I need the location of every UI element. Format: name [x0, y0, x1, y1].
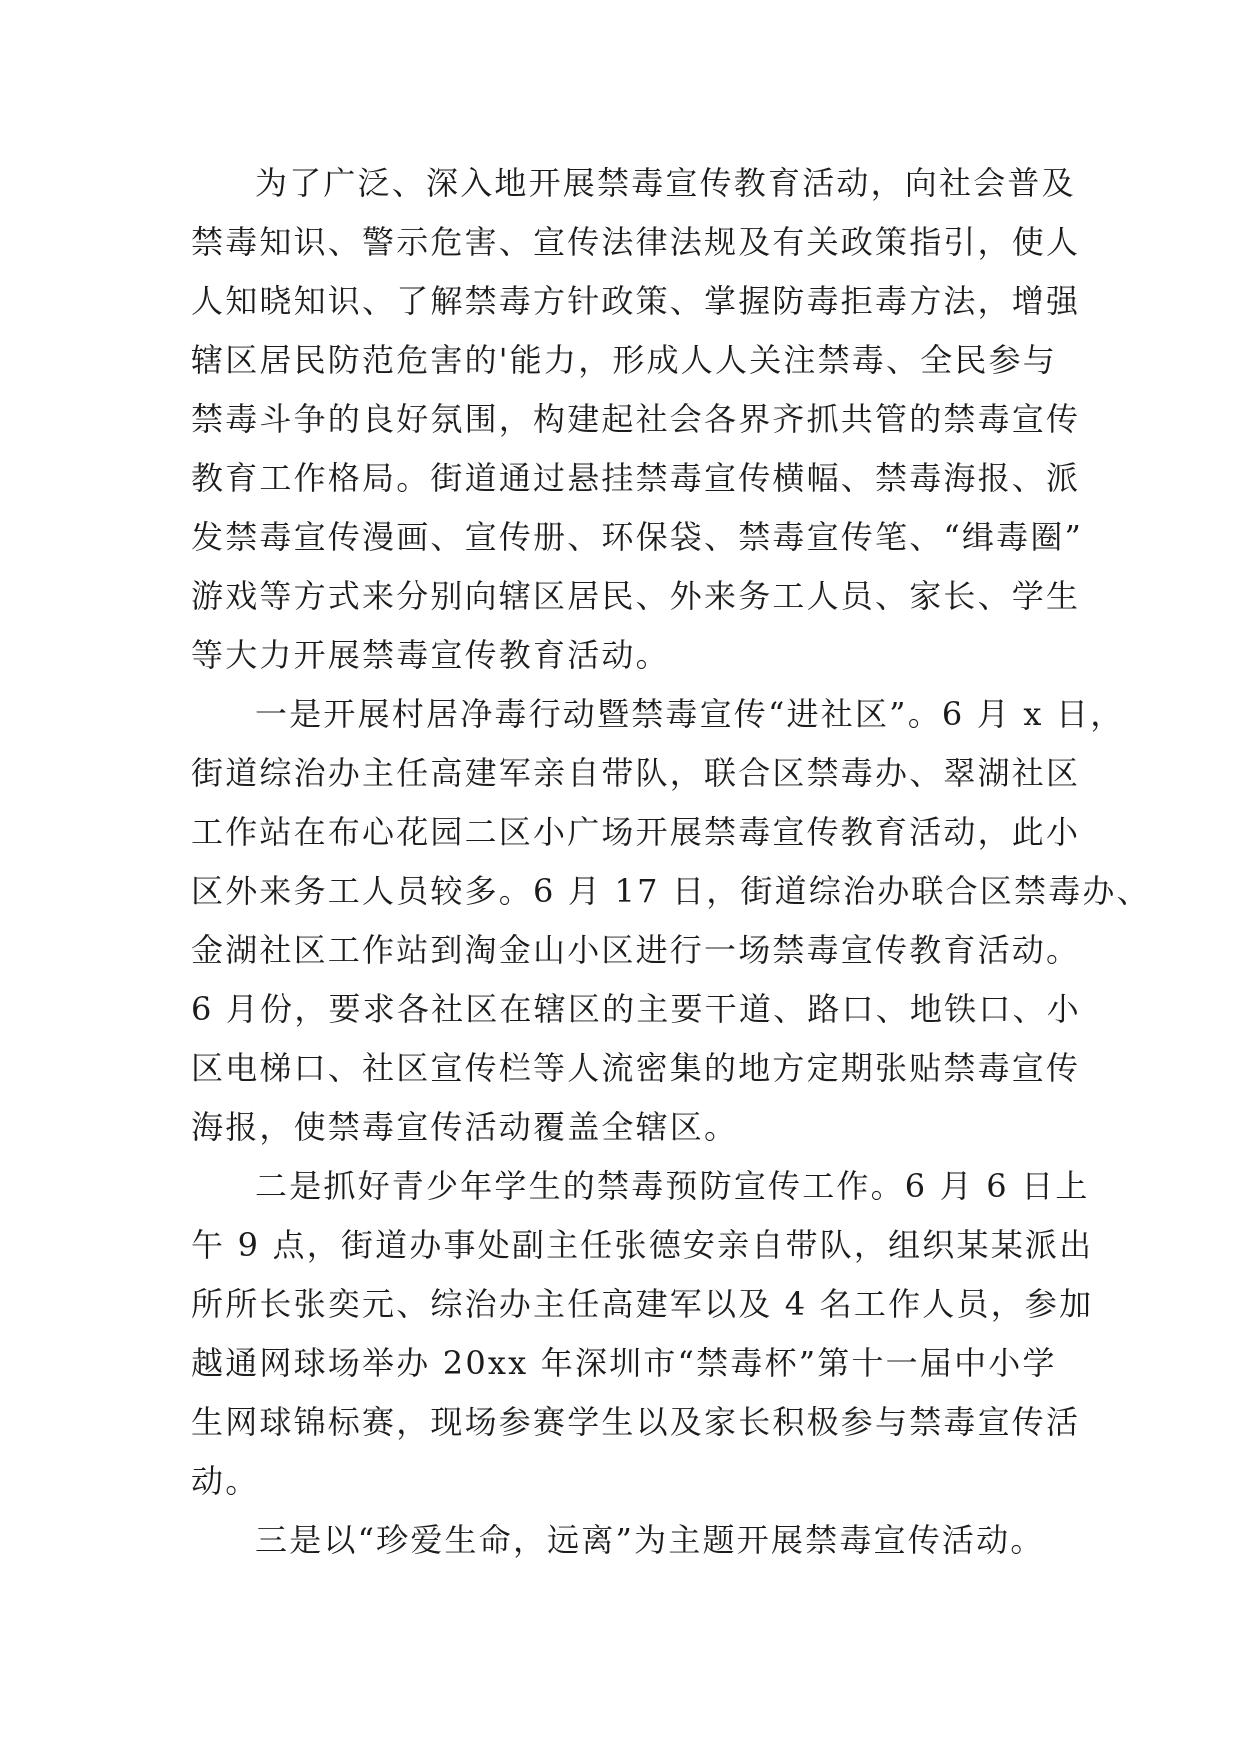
paragraph-2-line-4: 区外来务工人员较多。6 月 17 日，街道综治办联合区禁毒办、: [191, 872, 1151, 910]
paragraph-2-line-6: 6 月份，要求各社区在辖区的主要干道、路口、地铁口、小: [191, 990, 1081, 1028]
paragraph-3-line-5: 生网球锦标赛，现场参赛学生以及家长积极参与禁毒宣传活: [191, 1403, 1081, 1441]
paragraph-1-line-2: 禁毒知识、警示危害、宣传法律法规及有关政策指引，使人: [191, 223, 1081, 261]
paragraph-2-line-5: 金湖社区工作站到淘金山小区进行一场禁毒宣传教育活动。: [191, 931, 1081, 969]
paragraph-1-line-9: 等大力开展禁毒宣传教育活动。: [191, 636, 670, 674]
paragraph-1-line-8: 游戏等方式来分别向辖区居民、外来务工人员、家长、学生: [191, 577, 1081, 615]
paragraph-2-line-3: 工作站在布心花园二区小广场开展禁毒宣传教育活动，此小: [191, 813, 1081, 851]
paragraph-1-line-1: 为了广泛、深入地开展禁毒宣传教育活动，向社会普及: [255, 164, 1076, 202]
paragraph-2-line-1: 一是开展村居净毒行动暨禁毒宣传“进社区”。6 月 x 日，: [255, 695, 1125, 733]
paragraph-3-line-3: 所所长张奕元、综治办主任高建军以及 4 名工作人员，参加: [191, 1285, 1094, 1323]
paragraph-1-line-3: 人知晓知识、了解禁毒方针政策、掌握防毒拒毒方法，增强: [191, 282, 1081, 320]
paragraph-1-line-6: 教育工作格局。街道通过悬挂禁毒宣传横幅、禁毒海报、派: [191, 459, 1081, 497]
paragraph-4-line-1: 三是以“珍爱生命，远离”为主题开展禁毒宣传活动。: [255, 1521, 1045, 1559]
paragraph-2-line-8: 海报，使禁毒宣传活动覆盖全辖区。: [191, 1108, 739, 1146]
paragraph-1-line-5: 禁毒斗争的良好氛围，构建起社会各界齐抓共管的禁毒宣传: [191, 400, 1081, 438]
paragraph-3-line-4: 越通网球场举办 20xx 年深圳市“禁毒杯”第十一届中小学: [191, 1344, 1057, 1382]
paragraph-1-line-4: 辖区居民防范危害的'能力，形成人人关注禁毒、全民参与: [191, 341, 1057, 379]
paragraph-1-line-7: 发禁毒宣传漫画、宣传册、环保袋、禁毒宣传笔、“缉毒圈”: [191, 518, 1084, 556]
paragraph-3-line-1: 二是抓好青少年学生的禁毒预防宣传工作。6 月 6 日上: [255, 1167, 1090, 1205]
paragraph-3-line-6: 动。: [191, 1462, 260, 1500]
paragraph-2-line-2: 街道综治办主任高建军亲自带队，联合区禁毒办、翠湖社区: [191, 754, 1081, 792]
document-body: [191, 154, 1151, 1570]
paragraph-2-line-7: 区电梯口、社区宣传栏等人流密集的地方定期张贴禁毒宣传: [191, 1049, 1081, 1087]
paragraph-3-line-2: 午 9 点，街道办事处副主任张德安亲自带队，组织某某派出: [191, 1226, 1094, 1264]
